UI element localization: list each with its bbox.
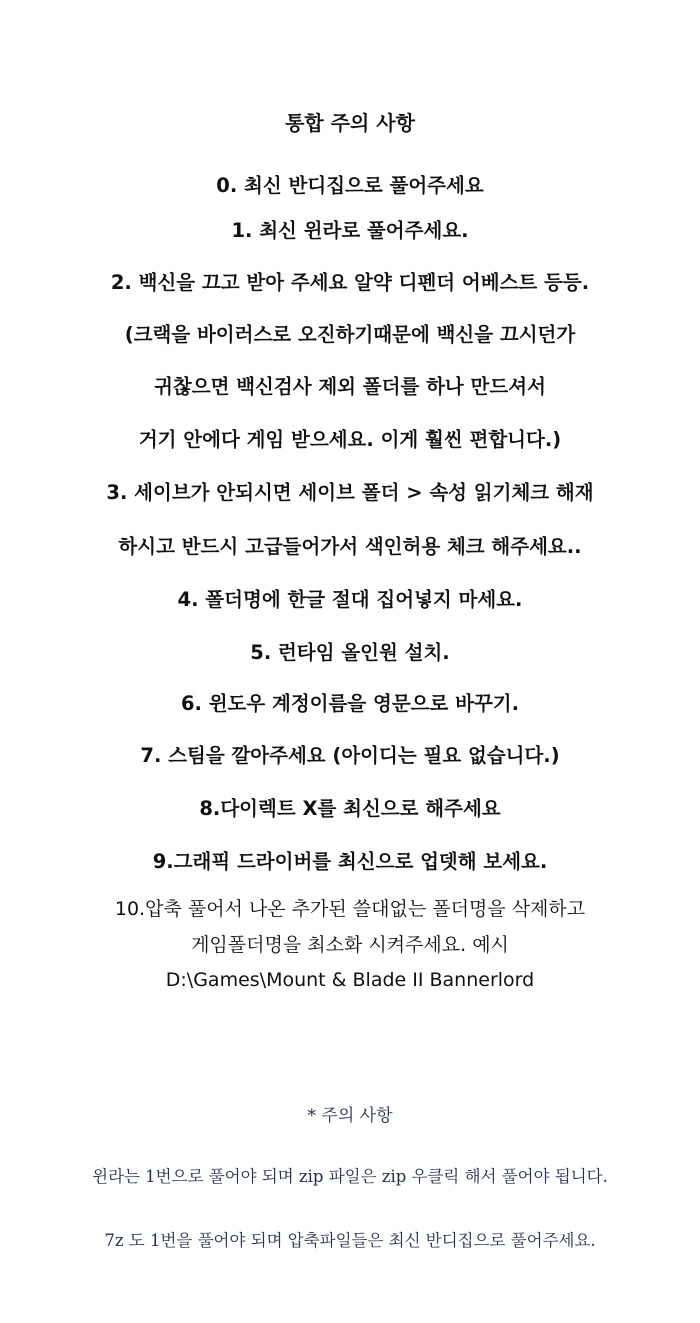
instruction-2-detail-b: 귀찮으면 백신검사 제외 폴더를 하나 만드셔서 <box>154 375 546 398</box>
instruction-10-detail: 게임폴더명을 최소화 시켜주세요. 예시 <box>191 934 509 956</box>
notes-line-2: 7z 도 1번을 풀어야 되며 압축파일들은 최신 반디집으로 풀어주세요. <box>104 1231 596 1250</box>
instruction-2-detail-a: (크랙을 바이러스로 오진하기때문에 백신을 끄시던가 <box>124 323 576 346</box>
instruction-2: 2. 백신을 끄고 받아 주세요 알약 디펜더 어베스트 등등. <box>110 271 590 294</box>
instruction-10-example-path: D:\Games\Mount & Blade II Bannerlord <box>165 969 535 991</box>
instruction-9: 9.그래픽 드라이버를 최신으로 업뎃해 보세요. <box>152 850 548 873</box>
instruction-3-detail: 하시고 반드시 고급들어가서 색인허용 체크 해주세요.. <box>118 535 582 558</box>
notes-title: * 주의 사항 <box>307 1106 393 1126</box>
instruction-3: 3. 세이브가 안되시면 세이브 폴더 > 속성 읽기체크 해재 <box>106 481 594 504</box>
instruction-1: 1. 최신 윈라로 풀어주세요. <box>231 219 469 242</box>
instruction-8: 8.다이렉트 X를 최신으로 해주세요 <box>199 797 501 820</box>
page-title: 통합 주의 사항 <box>285 111 415 135</box>
instruction-7: 7. 스팀을 깔아주세요 (아이디는 필요 없습니다.) <box>140 744 560 767</box>
instruction-0: 0. 최신 반디집으로 풀어주세요 <box>216 174 484 197</box>
instruction-6: 6. 윈도우 계정이름을 영문으로 바꾸기. <box>180 692 520 715</box>
instruction-2-detail-c: 거기 안에다 게임 받으세요. 이게 훨씬 편합니다.) <box>138 428 562 451</box>
instruction-5: 5. 런타임 올인원 설치. <box>250 641 450 664</box>
instruction-4: 4. 폴더명에 한글 절대 집어넣지 마세요. <box>177 588 523 611</box>
instruction-10: 10.압축 풀어서 나온 추가된 쓸대없는 폴더명을 삭제하고 <box>114 898 586 920</box>
notes-line-1: 윈라는 1번으로 풀어야 되며 zip 파일은 zip 우클릭 해서 풀어야 됩니다. <box>92 1167 608 1186</box>
